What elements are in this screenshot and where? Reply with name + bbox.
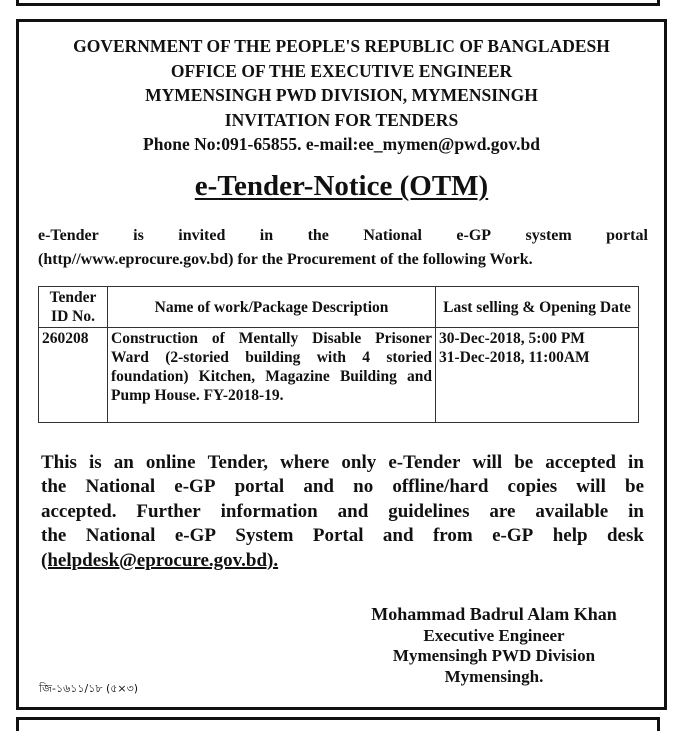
- word: accepted.: [41, 500, 117, 522]
- word: Further: [136, 500, 201, 522]
- word: will: [576, 476, 606, 498]
- table-header-row: [39, 287, 639, 328]
- word: portal: [606, 227, 648, 244]
- signatory-office: Mymensingh PWD Division: [392, 646, 596, 665]
- previous-notice-border: [16, 0, 660, 6]
- tender-notice: [16, 19, 667, 710]
- word: System: [235, 525, 294, 547]
- cell-dates: [436, 328, 639, 423]
- signatory-designation: Executive Engineer: [423, 625, 565, 645]
- signatory-name: Mohammad Badrul Alam Khan: [371, 604, 617, 624]
- word: where: [280, 452, 330, 473]
- word: National: [85, 525, 156, 547]
- word: is: [89, 452, 102, 473]
- body-line-2: [41, 475, 644, 499]
- header-dates: Last selling & Opening Date: [436, 287, 639, 328]
- word: system: [525, 227, 572, 244]
- word: in: [259, 227, 274, 244]
- header-invitation: INVITATION FOR TENDERS: [224, 109, 459, 130]
- notice-title: [19, 168, 664, 204]
- word: information: [220, 500, 318, 522]
- word: the: [41, 476, 67, 498]
- word: only: [341, 452, 377, 473]
- word: e-GP: [492, 525, 534, 547]
- word: Tender,: [207, 452, 268, 473]
- helpdesk-email: (helpdesk@eprocure.gov.bd).: [41, 549, 279, 571]
- table-row: [39, 328, 639, 423]
- word: in: [628, 500, 644, 522]
- word: be: [625, 476, 644, 498]
- intro-paragraph: [38, 224, 648, 272]
- word: are: [489, 500, 516, 522]
- last-selling-date: 30-Dec-2018, 5:00 PM: [439, 330, 585, 347]
- word: no: [353, 476, 374, 498]
- word: an: [113, 452, 134, 473]
- word: e-Tender: [388, 452, 461, 473]
- word: guidelines: [388, 500, 470, 522]
- header-tender-id: Tender ID No.: [39, 287, 108, 328]
- word: and: [303, 476, 334, 498]
- word: This: [41, 452, 77, 473]
- opening-date: 31-Dec-2018, 11:00AM: [439, 349, 590, 366]
- body-line-1: [41, 451, 644, 475]
- word: accepted: [545, 452, 616, 473]
- word: help: [552, 525, 588, 547]
- word: will: [472, 452, 503, 473]
- cell-tender-id: 260208: [39, 328, 108, 423]
- signatory-place: Mymensingh.: [444, 666, 544, 686]
- word: portal: [234, 476, 285, 498]
- body-line-4: [41, 524, 644, 548]
- word: and: [337, 500, 369, 522]
- word: the: [41, 525, 67, 547]
- intro-line-1: [38, 224, 648, 248]
- word: available: [535, 500, 609, 522]
- word: desk: [606, 525, 644, 547]
- intro-line-2: (http//www.eprocure.gov.bd) for the Procurement of the following Work.: [38, 251, 533, 268]
- header-division: MYMENSINGH PWD DIVISION, MYMENSINGH: [145, 85, 538, 105]
- word: Portal: [312, 525, 364, 547]
- word: offline/hard: [392, 476, 489, 498]
- word: in: [628, 452, 644, 473]
- word: be: [514, 452, 534, 473]
- word: e-GP: [174, 525, 216, 547]
- word: online: [145, 452, 196, 473]
- header-work-name: Name of work/Package Description: [108, 287, 436, 328]
- cell-work-description: Construction of Mentally Disable Prisoner Ward (2-storied building with 4 storied foundation) Kitchen, Magazine Building and Pump House. FY-2018-19.: [108, 328, 436, 423]
- word: copies: [507, 476, 558, 498]
- header-contact: Phone No:091-65855. e-mail:ee_mymen@pwd.gov.bd: [143, 134, 540, 154]
- body-line-5: [41, 549, 644, 573]
- word: e-GP: [174, 476, 216, 498]
- word: National: [363, 227, 422, 244]
- word: is: [133, 227, 144, 244]
- signature-block: [339, 604, 649, 687]
- notice-title-text: e-Tender-Notice (OTM): [194, 170, 489, 202]
- header-government: GOVERNMENT OF THE PEOPLE'S REPUBLIC OF BANGLADESH: [73, 36, 610, 56]
- publication-code: জি-১৬১১/১৮ (৫×৩): [39, 682, 139, 695]
- tender-table: [38, 286, 639, 423]
- word: and: [382, 525, 414, 547]
- word: invited: [178, 227, 226, 244]
- notice-header: [19, 34, 664, 157]
- word: the: [307, 227, 329, 244]
- word: e-Tender: [38, 227, 99, 244]
- word: from: [432, 525, 473, 547]
- online-tender-paragraph: [41, 451, 644, 573]
- word: National: [85, 476, 156, 498]
- word: e-GP: [456, 227, 492, 244]
- header-office: OFFICE OF THE EXECUTIVE ENGINEER: [170, 60, 513, 81]
- body-line-3: [41, 500, 644, 524]
